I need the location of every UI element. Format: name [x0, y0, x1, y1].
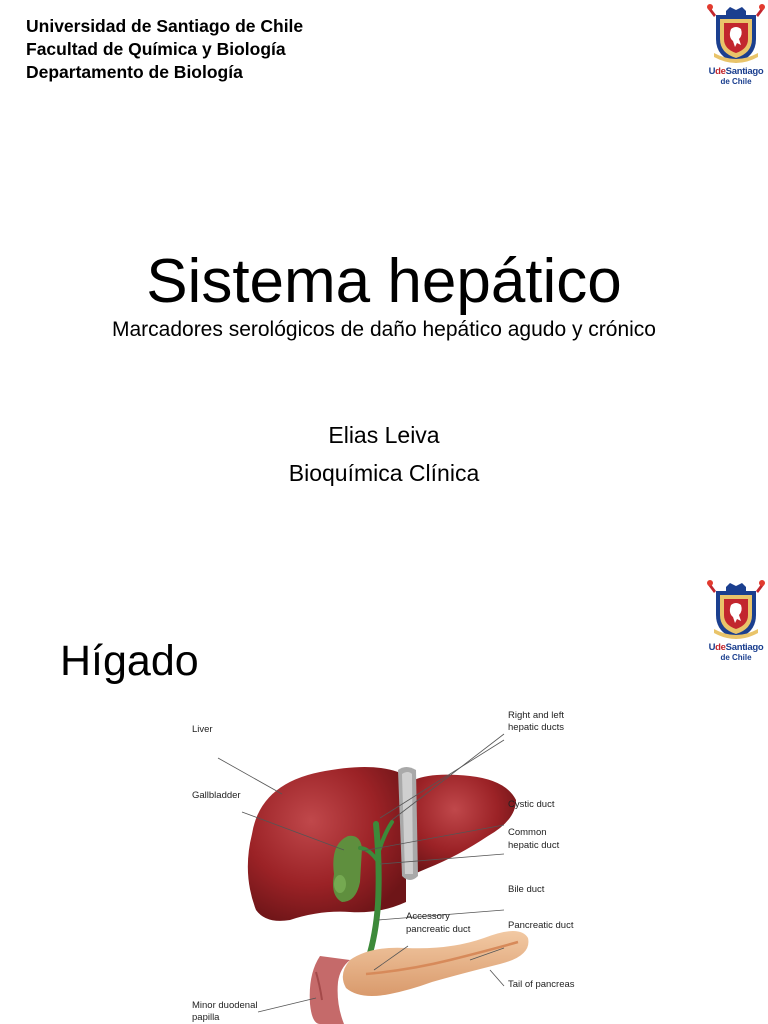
university-crest-icon [704, 579, 768, 643]
label-liver: Liver [192, 724, 213, 735]
label-hepatic-ducts-2: hepatic ducts [508, 722, 564, 733]
liver-anatomy-figure [170, 710, 600, 1024]
label-cystic-duct: Cystic duct [508, 799, 555, 810]
label-minor-papilla-1: Minor duodenal [192, 1000, 258, 1011]
course-name: Bioquímica Clínica [288, 460, 480, 486]
author-name: Elias Leiva [328, 422, 440, 448]
presentation-subtitle: Marcadores serológicos de daño hepático agudo y crónico [111, 318, 656, 341]
label-pancreatic-duct: Pancreatic duct [508, 920, 574, 931]
label-common-hepatic-1: Common [508, 827, 547, 838]
faculty-name: Facultad de Química y Biología [26, 39, 286, 59]
label-bile-duct: Bile duct [508, 884, 545, 895]
label-common-hepatic-2: hepatic duct [508, 840, 560, 851]
liver-left-lobe [414, 775, 516, 874]
university-logo [704, 579, 764, 669]
label-hepatic-ducts-1: Right and left [508, 710, 564, 721]
label-accessory-1: Accessory [406, 911, 450, 922]
liver-slide [0, 576, 768, 1024]
logo-wordmark: UdeSantiago [708, 66, 764, 77]
logo-wordmark-line2: de Chile [720, 653, 752, 662]
label-accessory-2: pancreatic duct [406, 924, 471, 935]
university-name: Universidad de Santiago de Chile [26, 16, 304, 36]
slide-title: Hígado [60, 637, 199, 685]
university-crest-icon [704, 3, 768, 67]
duodenum [310, 956, 350, 1024]
department-name: Departamento de Biología [26, 62, 243, 82]
logo-wordmark-line2: de Chile [720, 77, 752, 86]
presentation-title: Sistema hepático [146, 247, 622, 316]
university-logo [704, 3, 764, 93]
logo-wordmark: UdeSantiago [708, 642, 764, 653]
label-gallbladder: Gallbladder [192, 790, 241, 801]
label-minor-papilla-2: papilla [192, 1012, 220, 1023]
label-tail-pancreas: Tail of pancreas [508, 979, 575, 990]
institution-header [26, 15, 303, 84]
